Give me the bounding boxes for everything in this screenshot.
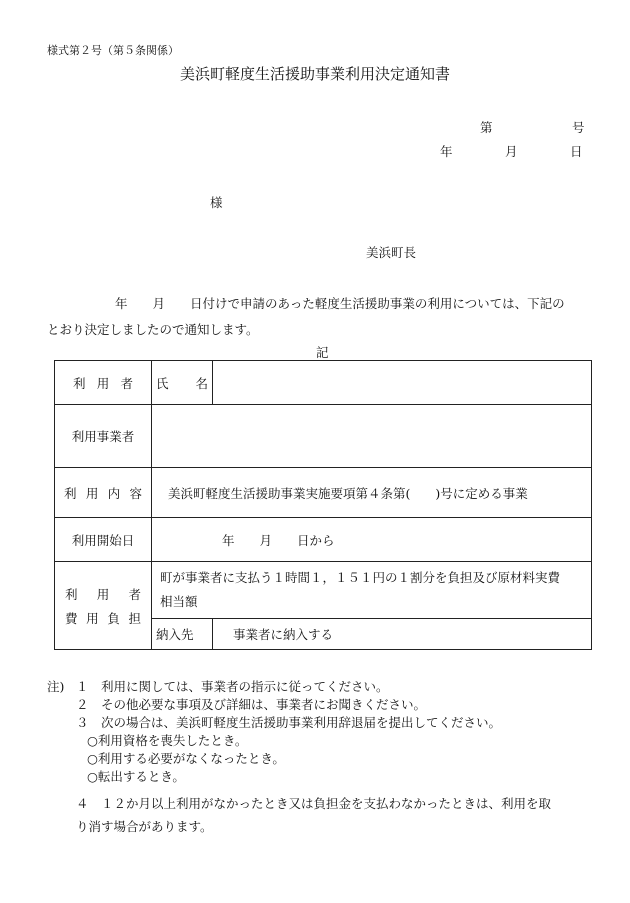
label-char: 用 — [96, 586, 110, 602]
burden-label-1 — [65, 585, 141, 603]
date-year: 年 — [440, 144, 453, 159]
note-3-number: ３ — [76, 715, 89, 730]
label-char: 者 — [128, 586, 141, 602]
issuer-name: 美浜町長 — [366, 245, 417, 260]
table-row — [55, 468, 592, 518]
start-label: 利用開始日 — [55, 518, 152, 562]
user-label-cell — [55, 361, 152, 405]
note-3: 次の場合は、美浜町軽度生活援助事業利用辞退届を提出してください。 — [101, 715, 502, 730]
payee-label: 納入先 — [152, 619, 213, 650]
provider-label: 利用事業者 — [55, 405, 152, 468]
name-value-cell[interactable] — [213, 361, 592, 405]
burden-label-2 — [65, 609, 141, 627]
label-char: 用 — [86, 610, 99, 626]
label-char: 容 — [129, 485, 142, 501]
content-value: 美浜町軽度生活援助事業実施要項第４条第( )号に定める事業 — [152, 468, 592, 518]
burden-text-cell — [152, 562, 592, 619]
label-char: 費 — [65, 610, 78, 626]
body-line-1: 年 月 日付けで申請のあった軽度生活援助事業の利用については、下記の — [115, 296, 565, 311]
ki-label: 記 — [316, 345, 329, 360]
note-4-line-1: １２か月以上利用がなかったとき又は負担金を支払わなかったときは、利用を取 — [101, 796, 552, 811]
table-row — [55, 518, 592, 562]
note-3-item: ○利用する必要がなくなったとき。 — [87, 751, 285, 766]
note-1-number: １ — [76, 679, 89, 694]
name-label — [156, 374, 208, 392]
label-char: 負 — [107, 610, 120, 626]
addressee-sama: 様 — [210, 195, 223, 210]
notes-prefix: 注) — [47, 679, 65, 694]
burden-label-cell — [55, 562, 152, 650]
name-label-cell — [152, 361, 213, 405]
label-char: 担 — [128, 610, 141, 626]
label-char: 者 — [120, 375, 133, 391]
label-char: 内 — [107, 485, 121, 501]
label-char: 利 — [64, 485, 77, 501]
note-4-number: ４ — [76, 796, 89, 811]
content-label — [64, 484, 142, 502]
burden-text-1: 町が事業者に支払う１時間１，１５１円の１割分を負担及び原材料実費 — [160, 570, 561, 585]
number-prefix: 第 — [480, 120, 493, 135]
payee-value: 事業者に納入する — [213, 619, 592, 650]
document-title: 美浜町軽度生活援助事業利用決定通知書 — [179, 65, 450, 83]
start-value: 年 月 日から — [152, 518, 592, 562]
note-2: その他必要な事項及び詳細は、事業者にお聞きください。 — [101, 697, 427, 712]
user-label — [73, 374, 133, 392]
number-suffix: 号 — [572, 120, 585, 135]
note-3-item: ○利用資格を喪失したとき。 — [87, 733, 248, 748]
label-char: 用 — [85, 485, 99, 501]
label-char: 利 — [65, 586, 78, 602]
content-label-cell — [55, 468, 152, 518]
label-char: 利 — [73, 375, 86, 391]
label-char: 氏 — [156, 375, 169, 391]
note-4-line-2: り消す場合があります。 — [76, 819, 213, 834]
provider-value-cell[interactable] — [152, 405, 592, 468]
label-char: 用 — [96, 375, 110, 391]
decision-table — [54, 360, 592, 650]
table-row — [55, 562, 592, 619]
label-char: 名 — [195, 375, 208, 391]
note-2-number: ２ — [76, 697, 89, 712]
table-row — [55, 361, 592, 405]
form-number: 様式第２号（第５条関係） — [47, 44, 179, 57]
date-day: 日 — [570, 144, 583, 159]
burden-text-2: 相当額 — [160, 594, 198, 609]
date-month: 月 — [505, 144, 518, 159]
table-row — [55, 405, 592, 468]
body-line-2: とおり決定しましたので通知します。 — [47, 322, 259, 337]
note-1: 利用に関しては、事業者の指示に従ってください。 — [101, 679, 389, 694]
note-3-item: ○転出するとき。 — [87, 769, 185, 784]
